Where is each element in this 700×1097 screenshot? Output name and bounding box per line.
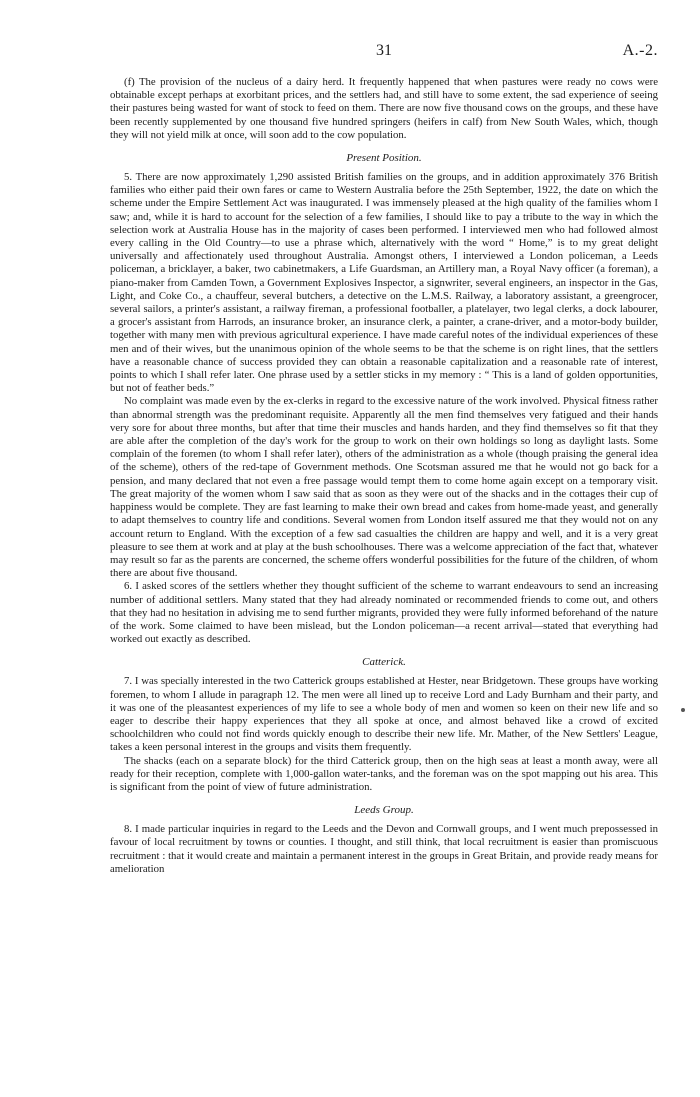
- paragraph-6-settlers: 6. I asked scores of the settlers whether they thought sufficient of the scheme to warrant endeavours to send an increasing number of additional settlers. Many stated that they had already nominated or recommended friends to come out, and others that they had no hesitation in advising me to send further migrants, provided they were fully informed beforehand of the nature of the work. Some claimed to have been mislead, but the London policeman—a recent arrival—stated that everything had worked out exactly as described.: [110, 580, 658, 646]
- paragraph-shacks: The shacks (each on a separate block) for the third Catterick group, then on the high seas at least a month away, were all ready for their reception, complete with 1,000-gallon water-tanks, and the foreman was on the spot mapping out his area. This is significant from the point of view of future administration.: [110, 754, 658, 793]
- paragraph-5-families: 5. There are now approximately 1,290 assisted British families on the groups, and in addition approximately 376 British families who either paid their own fares or came to Western Australia before the 25th September, 1922, the date on which the scheme under the Empire Settlement Act was inaugurated. I was immensely pleased at the high quality of the families whom I saw; and, while it is hard to account for the selection of a few families, I should like to pay a tribute to the way in which the selection work at Australia House has in the majority of cases been performed. I interviewed men who had followed almost every calling in the Old Country—to use a phrase which, alternatively with the word “ Home,” is to my great delight universally and affectionately used throughout Australia. Amongst others, I interviewed a London policeman, a Leeds policeman, a bricklayer, a baker, two cabinetmakers, a Life Guardsman, an Artillery man, a Royal Navy officer (a foreman), a piano-maker from Camden Town, a Government Explosives Inspector, a signwriter, several engineers, an inspector in the Gas, Light, and Coke Co., a chauffeur, several butchers, a detective on the L.M.S. Railway, a laboratory assistant, a greengrocer, several sailors, a printer's assistant, a railway fireman, a professional footballer, a platelayer, two legal clerks, a dock labourer, a grocer's assistant from Harrods, an insurance broker, an insurance clerk, a painter, a crane-driver, and a motor-body builder, together with many men with previous agricultural experience. I have made careful notes of the individual experiences of these men and of their wives, but the unanimous opinion of the whole seems to be that the scheme is on right lines, that the settlers have a reasonable chance of success provided they can obtain a reasonable capitalization and a reasonable rate of interest, points to which I shall refer later. One phrase used by a settler sticks in my memory : “ This is a land of golden opportunities, but not of feather beds.”: [110, 171, 658, 395]
- paragraph-dairy-herd: (f) The provision of the nucleus of a dairy herd. It frequently happened that when pastures were ready no cows were obtainable except perhaps at exorbitant prices, and the settlers had, and still have to some extent, the sad experience of seeing their pastures being wasted for want of stock to feed on them. There are now five thousand cows on the groups, and these have been recently supplemented by one thousand five hundred springers (heifers in calf) from New South Wales, which, though they will not yield milk at once, will soon add to the cow population.: [110, 76, 658, 141]
- page-number: 31: [376, 42, 392, 59]
- paragraph-no-complaint: No complaint was made even by the ex-clerks in regard to the excessive nature of the work involved. Physical fitness rather than abnormal strength was the predominant requisite. Apparently all the men find themselves very fatigued and their hands very sore for about three months, but after that time their muscles and hands harden, and they find themselves so fit that they are able after the completion of the day's work for the group to work on their own holdings so long as daylight lasts. Some complain of the foremen (to whom I shall refer later), others of the administration as a whole (though praising the general idea of the scheme), others of the red-tape of Government methods. One Scotsman assured me that he would not go back for a pension, and many declared that not even a free passage would tempt them to come home again except on a temporary visit. The great majority of the women whom I saw said that as soon as they were out of the shacks and in the cottages their cup of happiness would be complete. They are fast learning to make their own bread and cakes from home-made yeast, and generally to adapt themselves to country life and conditions. Several women from London itself assured me that they would not on any account return to England. With the exception of a few sad casualties the children are happy and well, and it is a very great pleasure to see them at work and at play at the bush schoolhouses. There was a welcome appreciation of the fact that, whatever may result so far as the parents are concerned, the scheme offers wonderful possibilities for the future of the children, of whom there are about five thousand.: [110, 395, 658, 580]
- paragraph-8-leeds: 8. I made particular inquiries in regard to the Leeds and the Devon and Cornwall groups, and I went much prepossessed in favour of local recruitment by towns or counties. I thought, and still think, that local recruitment is easier than promiscuous recruitment : that it would create and maintain a permanent interest in the groups in Great Britain, and provide ready means for amelioration: [110, 823, 658, 875]
- paragraph-7-catterick: 7. I was specially interested in the two Catterick groups established at Hester, near Bridgetown. These groups have working foremen, to whom I allude in paragraph 12. The men were all lined up to receive Lord and Lady Burnham and their party, and it was one of the pleasantest experiences of my life to see a whole body of men and women so keen on their new life and so eager to describe their happy experiences that they all spoke at once, and almost behaved like a crowd of excited schoolchildren who could not find words quickly enough to describe their new life. Mr. Mather, of the New Settlers' League, takes a keen personal interest in the groups and visits them frequently.: [110, 675, 658, 754]
- heading-present-position: Present Position.: [346, 152, 422, 165]
- heading-leeds-group: Leeds Group.: [354, 804, 414, 817]
- document-reference: A.-2.: [622, 42, 658, 59]
- margin-dot: [681, 708, 685, 712]
- document-page: [110, 42, 658, 876]
- heading-catterick: Catterick.: [362, 656, 406, 669]
- page-header: [110, 42, 658, 70]
